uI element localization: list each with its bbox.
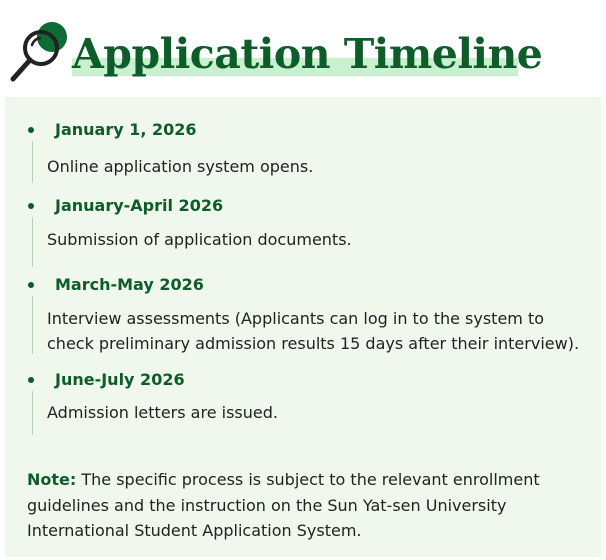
timeline-date: March-May 2026 <box>55 275 204 294</box>
timeline-connector <box>32 141 33 183</box>
timeline-date: January 1, 2026 <box>55 120 197 139</box>
note-label: Note: <box>27 470 77 489</box>
timeline-bullet <box>28 127 34 133</box>
timeline-date: January-April 2026 <box>55 196 224 215</box>
timeline-description: Online application system opens. <box>47 157 314 176</box>
timeline-description: Interview assessments (Applicants can log in to the system to check preliminary admission results 15 days after their interview). <box>47 309 580 353</box>
timeline-description: Submission of application documents. <box>47 230 352 249</box>
page-title: Application Timeline <box>72 30 543 78</box>
note-text: The specific process is subject to the relevant enrollment guidelines and the instruction on the Sun Yat-sen University International Student Application System. <box>27 470 540 540</box>
page-header <box>0 0 606 96</box>
timeline-connector <box>32 217 33 267</box>
timeline-panel <box>5 97 601 557</box>
timeline-bullet <box>28 282 34 288</box>
note-paragraph <box>27 467 595 544</box>
timeline-bullet <box>28 377 34 383</box>
timeline-bullet <box>28 203 34 209</box>
timeline-description: Admission letters are issued. <box>47 403 278 422</box>
magnifier-icon <box>6 20 68 86</box>
timeline-date: June-July 2026 <box>55 370 185 389</box>
timeline-connector <box>32 391 33 435</box>
timeline-connector <box>32 296 33 354</box>
